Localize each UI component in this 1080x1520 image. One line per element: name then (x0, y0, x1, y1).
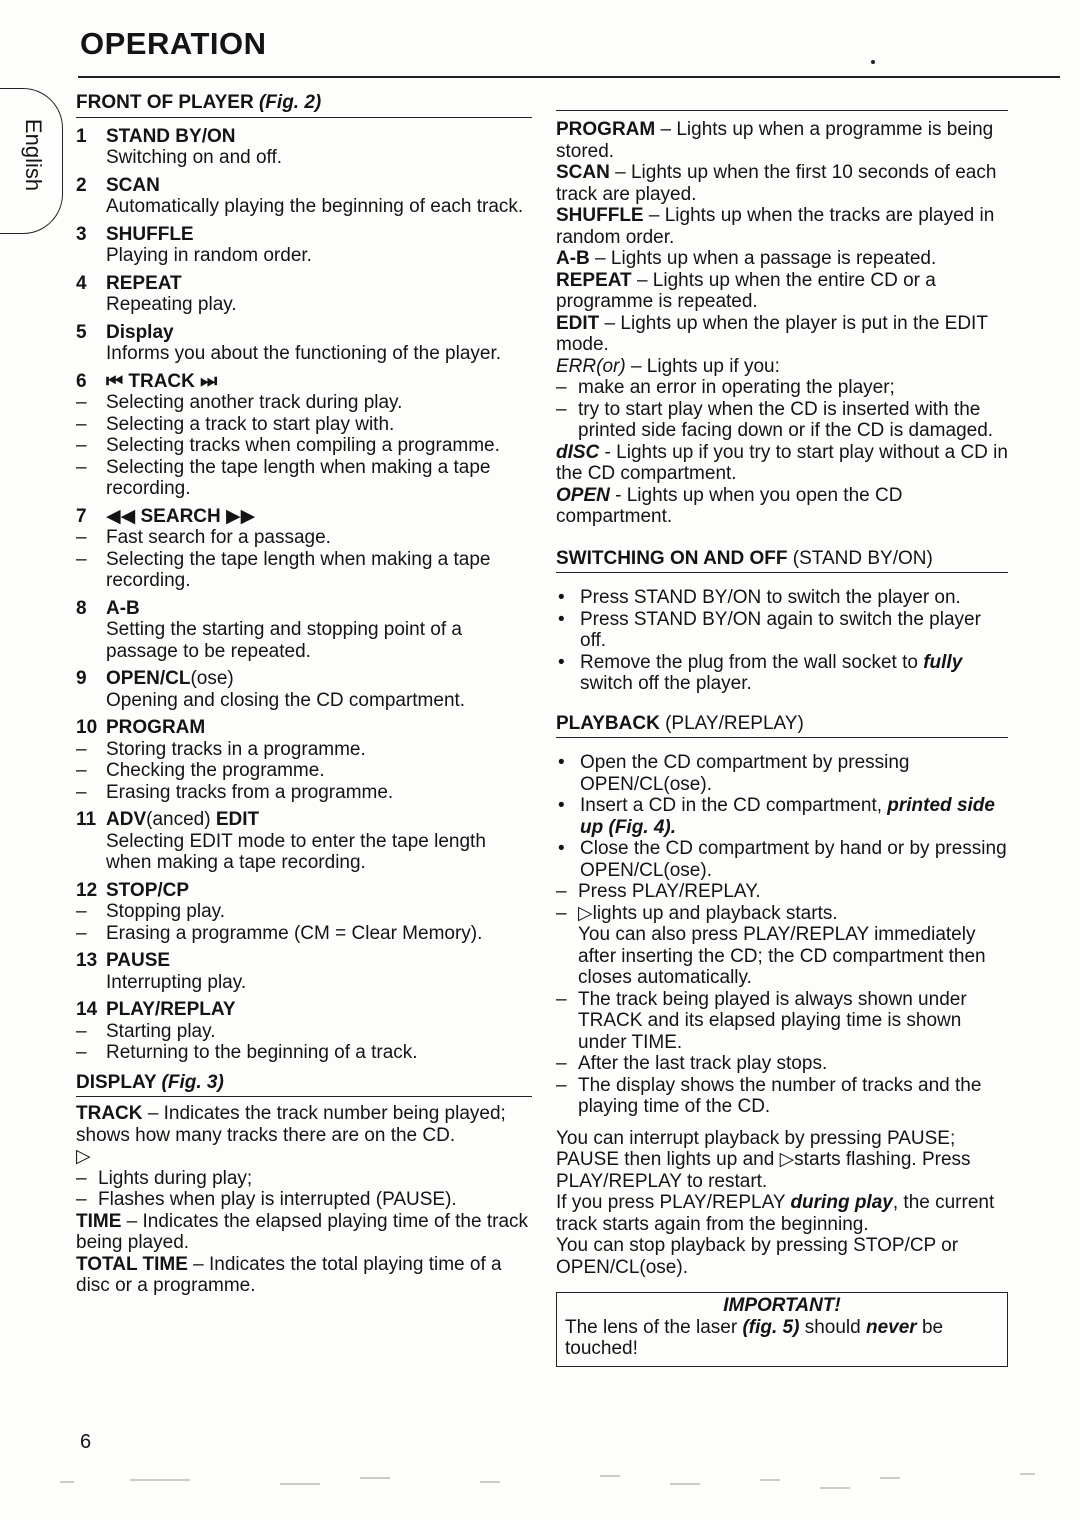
item-title: Display (106, 321, 174, 343)
title-rule (78, 76, 1060, 78)
item-heading (76, 809, 532, 831)
item-description: Setting the starting and stopping point of a passage to be repeated. (106, 619, 462, 662)
item-heading (76, 126, 532, 148)
item-title: STAND BY/ON (106, 125, 236, 147)
item-number: 4 (76, 272, 87, 294)
indicator-repeat: REPEAT – Lights up when the entire CD or a programme is repeated. (556, 269, 936, 312)
item-heading (76, 273, 532, 295)
front-of-player-heading: FRONT OF PLAYER (Fig. 2) (76, 92, 532, 118)
item-number: 11 (76, 809, 97, 830)
display-total-time: TOTAL TIME – Indicates the total playing time of a disc or a programme. (76, 1253, 502, 1296)
list-item: • Open the CD compartment by pressing OPEN/CL(ose). (558, 752, 910, 795)
item-title: STOP/CP (106, 879, 190, 901)
item-number: 1 (76, 125, 87, 147)
indicator-open: OPEN - Lights up when you open the CD compartment. (556, 484, 903, 527)
list-item: – Returning to the beginning of a track. (76, 1042, 418, 1063)
list-item: • Insert a CD in the CD compartment, printed side up (Fig. 4). (558, 795, 995, 838)
list-item: – Selecting the tape length when making a tape recording. (76, 456, 491, 499)
item-title: OPEN/CL(ose) (106, 668, 234, 689)
item-title: SHUFFLE (106, 223, 194, 245)
front-item (76, 809, 532, 874)
playback-pause-paragraph: You can interrupt playback by pressing PAUSE; PAUSE then lights up and ▷starts flashing. Press PLAY/REPLAY to restart. (556, 1127, 971, 1192)
list-item: – Storing tracks in a programme. (76, 738, 366, 760)
list-item: – Stopping play. (76, 901, 226, 922)
item-heading (76, 717, 532, 739)
item-title: A-B (106, 597, 140, 619)
item-description: Repeating play. (106, 294, 237, 315)
important-heading: IMPORTANT! (723, 1295, 841, 1316)
indicator-ab: A-B – Lights up when a passage is repeated. (556, 248, 937, 269)
front-item (76, 224, 532, 267)
left-column (76, 92, 532, 1297)
item-title: SCAN (106, 174, 160, 196)
item-heading (76, 224, 532, 246)
list-item: – Erasing tracks from a programme. (76, 781, 394, 803)
item-number: 5 (76, 321, 87, 343)
list-item: – Selecting another track during play. (76, 392, 403, 413)
item-description: Playing in random order. (106, 245, 312, 266)
list-item: – try to start play when the CD is inserted with the printed side facing down or if the CD is damaged. (556, 398, 994, 441)
list-item: – The track being played is always shown under TRACK and its elapsed playing time is shown under TIME. (556, 988, 967, 1053)
list-item: • Close the CD compartment by hand or by pressing OPEN/CL(ose). (558, 838, 1007, 881)
item-description: Switching on and off. (106, 147, 283, 168)
item-title: PROGRAM (106, 717, 206, 738)
playback-heading: PLAYBACK (PLAY/REPLAY) (556, 713, 1008, 739)
item-title: PLAY/REPLAY (106, 999, 236, 1020)
right-top-rule (556, 110, 1008, 111)
list-item: – Selecting a track to start play with. (76, 413, 395, 435)
item-heading (76, 999, 532, 1021)
list-item: – Selecting tracks when compiling a programme. (76, 435, 500, 456)
play-symbol: ▷ (76, 1146, 91, 1167)
indicator-error: ERR(or) – Lights up if you: (556, 355, 780, 377)
page-number: 6 (80, 1431, 92, 1453)
item-number: 14 (76, 999, 98, 1020)
right-column (556, 110, 1008, 1367)
indicator-edit: EDIT – Lights up when the player is put in the EDIT mode. (556, 312, 988, 355)
display-track: TRACK – Indicates the track number being played; shows how many tracks there are on the CD. (76, 1103, 506, 1146)
item-description: Interrupting play. (106, 971, 247, 993)
list-item: – Flashes when play is interrupted (PAUSE). (76, 1189, 457, 1210)
item-heading (76, 506, 532, 528)
item-heading (76, 371, 532, 393)
item-heading (76, 175, 532, 197)
front-item (76, 668, 532, 711)
front-item (76, 506, 532, 592)
playback-note: You can also press PLAY/REPLAY immediately after inserting the CD; the CD compartment then closes automatically. (578, 924, 986, 988)
list-item: – After the last track play stops. (556, 1053, 828, 1074)
item-description: Selecting EDIT mode to enter the tape length when making a tape recording. (106, 830, 486, 873)
item-description: Opening and closing the CD compartment. (106, 689, 466, 711)
speck (871, 60, 875, 64)
item-title: PAUSE (106, 950, 171, 971)
important-text: The lens of the laser (fig. 5) should never be touched! (565, 1316, 944, 1359)
list-item: – Checking the programme. (76, 760, 325, 781)
front-item (76, 880, 532, 945)
front-item (76, 273, 532, 316)
indicator-shuffle: SHUFFLE – Lights up when the tracks are played in random order. (556, 205, 995, 248)
list-item: – Press PLAY/REPLAY. (556, 881, 761, 902)
display-heading: DISPLAY (Fig. 3) (76, 1072, 532, 1098)
front-items-list (76, 126, 532, 1064)
list-item: – Selecting the tape length when making a tape recording. (76, 548, 491, 591)
item-number: 12 (76, 879, 98, 901)
indicator-scan: SCAN – Lights up when the first 10 seconds of each track are played. (556, 162, 997, 205)
front-item (76, 322, 532, 365)
front-item (76, 126, 532, 169)
item-heading (76, 322, 532, 344)
list-item: – The display shows the number of tracks and the playing time of the CD. (556, 1074, 982, 1117)
item-number: 3 (76, 223, 87, 245)
list-item: – make an error in operating the player; (556, 377, 895, 398)
item-description: Automatically playing the beginning of each track. (106, 196, 524, 217)
list-item: – ▷lights up and playback starts. (556, 902, 838, 924)
front-item (76, 598, 532, 663)
page-title: OPERATION (80, 26, 267, 61)
list-item: • Remove the plug from the wall socket to fully switch off the player. (558, 651, 963, 694)
item-number: 13 (76, 950, 98, 971)
list-item: • Press STAND BY/ON again to switch the player off. (558, 608, 981, 651)
playback-stop-paragraph: You can stop playback by pressing STOP/CP or OPEN/CL(ose). (556, 1235, 959, 1278)
item-number: 8 (76, 597, 87, 619)
front-item (76, 175, 532, 218)
front-item (76, 717, 532, 803)
list-item: – Erasing a programme (CM = Clear Memory). (76, 922, 483, 944)
front-item (76, 999, 532, 1064)
item-number: 9 (76, 668, 87, 689)
indicator-disc: dISC - Lights up if you try to start play without a CD in the CD compartment. (556, 441, 1008, 484)
list-item: • Press STAND BY/ON to switch the player on. (558, 587, 961, 608)
item-title: ⏮ TRACK ⏭ (106, 370, 218, 392)
list-item: – Fast search for a passage. (76, 527, 331, 548)
list-item: – Starting play. (76, 1020, 216, 1042)
item-heading (76, 950, 532, 972)
switching-heading: SWITCHING ON AND OFF (STAND BY/ON) (556, 548, 1008, 574)
item-title: REPEAT (106, 272, 182, 294)
item-number: 6 (76, 370, 87, 392)
item-number: 10 (76, 717, 98, 738)
item-heading (76, 880, 532, 902)
item-description: Informs you about the functioning of the player. (106, 343, 502, 364)
display-time: TIME – Indicates the elapsed playing time of the track being played. (76, 1210, 529, 1253)
item-heading (76, 598, 532, 620)
front-item (76, 950, 532, 993)
list-item: – Lights during play; (76, 1167, 253, 1189)
item-title: ADV(anced) EDIT (106, 809, 260, 830)
item-number: 2 (76, 174, 87, 196)
indicator-program: PROGRAM – Lights up when a programme is being stored. (556, 119, 994, 162)
item-number: 7 (76, 505, 87, 527)
front-item (76, 371, 532, 500)
important-notice (556, 1292, 1008, 1367)
item-title: ◀◀ SEARCH ▶▶ (106, 505, 256, 527)
item-heading (76, 668, 532, 690)
language-label: English (20, 118, 46, 192)
scan-noise (60, 1470, 1060, 1510)
playback-replay-paragraph: If you press PLAY/REPLAY during play, the current track starts again from the beginning. (556, 1192, 995, 1235)
